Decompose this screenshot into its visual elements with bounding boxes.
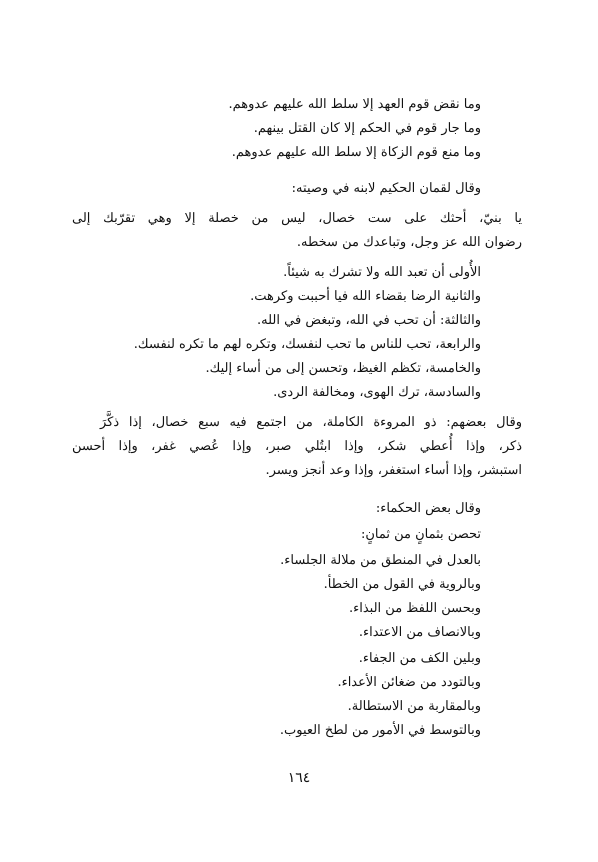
section-subtitle: تحصن بثمانٍ من ثمانٍ: bbox=[360, 527, 481, 542]
paragraph-line: استبشر، وإذا أساء استغفر، وإذا وعد أنجز ويسر. bbox=[265, 463, 522, 478]
text-line: وما منع قوم الزكاة إلا سلط الله عليهم عدوهم. bbox=[231, 145, 481, 160]
paragraph-line: رضوان الله عز وجل، وتباعدك من سخطه. bbox=[296, 235, 522, 250]
list-item: والرابعة، تحب للناس ما تحب لنفسك، وتكره لهم ما تكره لنفسك. bbox=[133, 337, 481, 352]
list-item: وبلين الكف من الجفاء. bbox=[358, 651, 481, 666]
paragraph-line: ذكر، وإذا أُعطي شكر، وإذا ابتُلي صبر، وإذا عُصي غفر، وإذا أحسن bbox=[72, 439, 522, 454]
list-item: وبالتوسط في الأمور من لطخ العيوب. bbox=[279, 723, 481, 738]
list-item: والسادسة، ترك الهوى، ومخالفة الردى. bbox=[273, 385, 481, 400]
text-line: وما جار قوم في الحكم إلا كان القتل بينهم. bbox=[253, 121, 481, 136]
paragraph-line: وقال بعضهم: ذو المروءة الكاملة، من اجتمع فيه سبع خصال، إذا ذكَّرَ bbox=[100, 415, 522, 430]
text-line: وما نقض قوم العهد إلا سلط الله عليهم عدوهم. bbox=[228, 97, 481, 112]
list-item: والثانية الرضا بقضاء الله فيا أحببت وكرهت. bbox=[250, 289, 481, 304]
list-item: وبالانصاف من الاعتداء. bbox=[358, 625, 481, 640]
list-item: الأُولى أن تعبد الله ولا تشرك به شيئاً. bbox=[283, 265, 481, 280]
page-number: ١٦٤ bbox=[287, 770, 311, 786]
section-intro: وقال لقمان الحكيم لابنه في وصيته: bbox=[291, 181, 481, 196]
list-item: وبالروية في القول من الخطأ. bbox=[323, 577, 481, 592]
list-item: والثالثة: أن تحب في الله، وتبغض في الله. bbox=[257, 313, 481, 328]
list-item: وبحسن اللفظ من البذاء. bbox=[348, 601, 481, 616]
list-item: بالعدل في المنطق من ملالة الجلساء. bbox=[280, 553, 481, 568]
list-item: وبالتودد من ضغائن الأعداء. bbox=[337, 675, 481, 690]
list-item: وبالمقاربة من الاستطالة. bbox=[347, 699, 481, 714]
list-item: والخامسة، تكظم الغيظ، وتحسن إلى من أساء إليك. bbox=[205, 361, 481, 376]
paragraph-line: يا بنيّ، أحثك على ست خصال، ليس من خصلة إلا وهي تقرّبك إلى bbox=[72, 211, 522, 226]
section-intro: وقال بعض الحكماء: bbox=[375, 501, 481, 516]
